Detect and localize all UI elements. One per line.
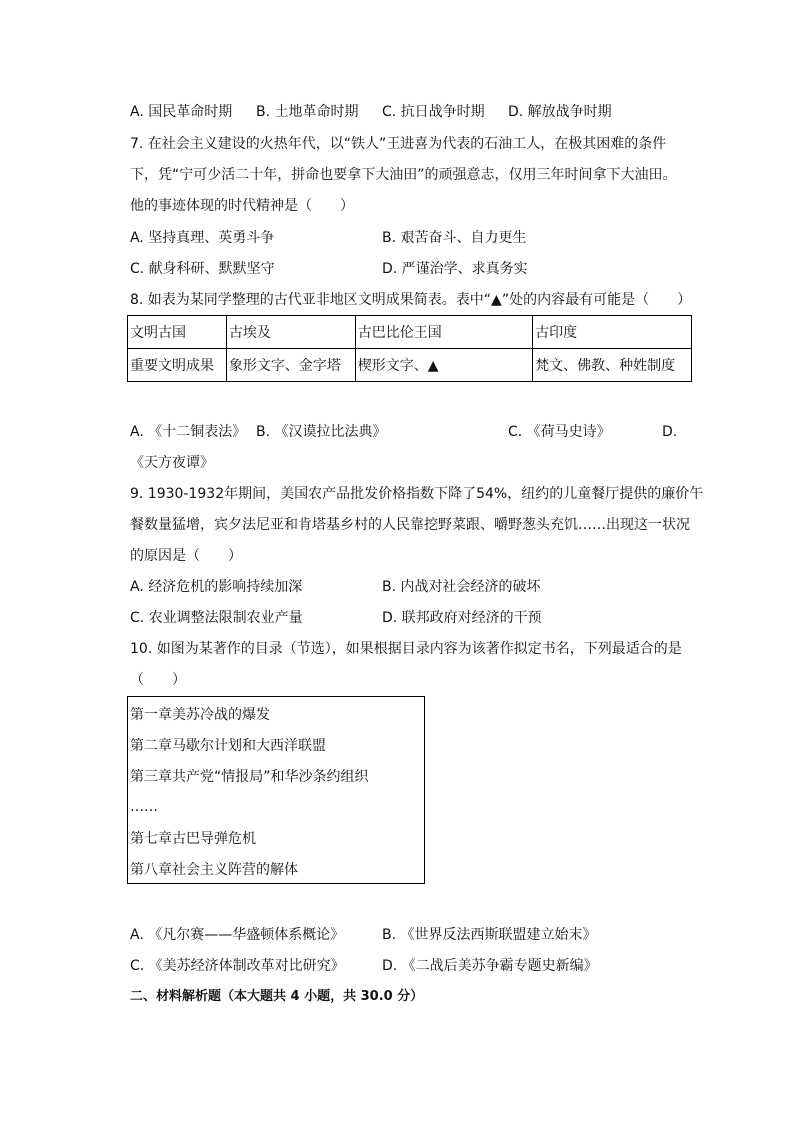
table-cell: 象形文字、金字塔 — [226, 349, 355, 382]
toc-item: …… — [130, 799, 158, 815]
table-of-contents-box — [127, 696, 425, 884]
q9-stem-line-1: 9. 1930-1932年期间，美国农产品批发价格指数下降了54%，纽约的儿童餐厅提供的廉价午 — [130, 486, 704, 502]
q9-stem-line-3: 的原因是（ ） — [130, 548, 242, 564]
q10-stem-line-1: 10. 如图为某著作的目录（节选），如果根据目录内容为该著作拟定书名，下列最适合的是 — [130, 641, 682, 657]
section-heading: 二、材料解析题（本大题共 4 小题，共 30.0 分） — [130, 989, 424, 1004]
toc-item: 第三章共产党“情报局”和华沙条约组织 — [130, 769, 369, 785]
civilization-table — [127, 315, 692, 382]
table-row — [128, 349, 692, 382]
q8-option-b: B. 《汉谟拉比法典》 — [256, 424, 387, 440]
q6-option-b: B. 土地革命时期 — [256, 104, 359, 120]
table-cell: 古印度 — [533, 316, 692, 349]
q9-stem-line-2: 餐数量猛增，宾夕法尼亚和肯塔基乡村的人民靠挖野菜跟、嚼野葱头充饥……出现这一状况 — [130, 517, 690, 533]
table-cell: 梵文、佛教、种姓制度 — [533, 349, 692, 382]
q7-option-b: B. 艰苦奋斗、自力更生 — [382, 230, 527, 246]
q10-option-b: B. 《世界反法西斯联盟建立始末》 — [382, 927, 597, 943]
q8-option-c: C. 《荷马史诗》 — [508, 424, 611, 440]
q10-stem-line-2: （ ） — [130, 672, 186, 688]
q10-option-a: A. 《凡尔赛——华盛顿体系概论》 — [130, 927, 345, 943]
q6-option-d: D. 解放战争时期 — [508, 104, 612, 120]
q10-option-c: C. 《美苏经济体制改革对比研究》 — [130, 958, 345, 974]
q9-option-c: C. 农业调整法限制农业产量 — [130, 610, 303, 626]
toc-item: 第二章马歇尔计划和大西洋联盟 — [130, 738, 326, 754]
table-cell: 重要文明成果 — [128, 349, 227, 382]
q7-stem-line-1: 7. 在社会主义建设的火热年代，以“铁人”王进喜为代表的石油工人，在极其困难的条件 — [130, 136, 667, 152]
q7-stem-line-3: 他的事迹体现的时代精神是（ ） — [130, 198, 354, 214]
table-cell: 古巴比伦王国 — [355, 316, 532, 349]
toc-item: 第一章美苏冷战的爆发 — [130, 707, 270, 723]
table-cell: 楔形文字、▲ — [355, 349, 532, 382]
toc-item: 第七章古巴导弹危机 — [130, 831, 256, 847]
q9-option-a: A. 经济危机的影响持续加深 — [130, 579, 303, 595]
toc-item: 第八章社会主义阵营的解体 — [130, 862, 298, 878]
q7-option-a: A. 坚持真理、英勇斗争 — [130, 230, 275, 246]
q6-option-c: C. 抗日战争时期 — [382, 104, 485, 120]
q8-option-a: A. 《十二铜表法》 — [130, 424, 247, 440]
q6-option-a: A. 国民革命时期 — [130, 104, 233, 120]
table-row — [128, 316, 692, 349]
table-cell: 古埃及 — [226, 316, 355, 349]
q7-stem-line-2: 下，凭“宁可少活二十年，拼命也要拿下大油田”的顽强意志，仅用三年时间拿下大油田。 — [130, 167, 677, 183]
q9-option-b: B. 内战对社会经济的破坏 — [382, 579, 541, 595]
q7-option-c: C. 献身科研、默默坚守 — [130, 261, 275, 277]
q9-option-d: D. 联邦政府对经济的干预 — [382, 610, 542, 626]
q8-option-d-text: 《天方夜谭》 — [130, 455, 214, 471]
q7-option-d: D. 严谨治学、求真务实 — [382, 261, 528, 277]
q8-option-d: D. — [662, 424, 678, 440]
table-cell: 文明古国 — [128, 316, 227, 349]
q8-stem: 8. 如表为某同学整理的古代亚非地区文明成果简表。表中“▲”处的内容最有可能是（ ） — [130, 292, 692, 308]
q10-option-d: D. 《二战后美苏争霸专题史新编》 — [382, 958, 598, 974]
